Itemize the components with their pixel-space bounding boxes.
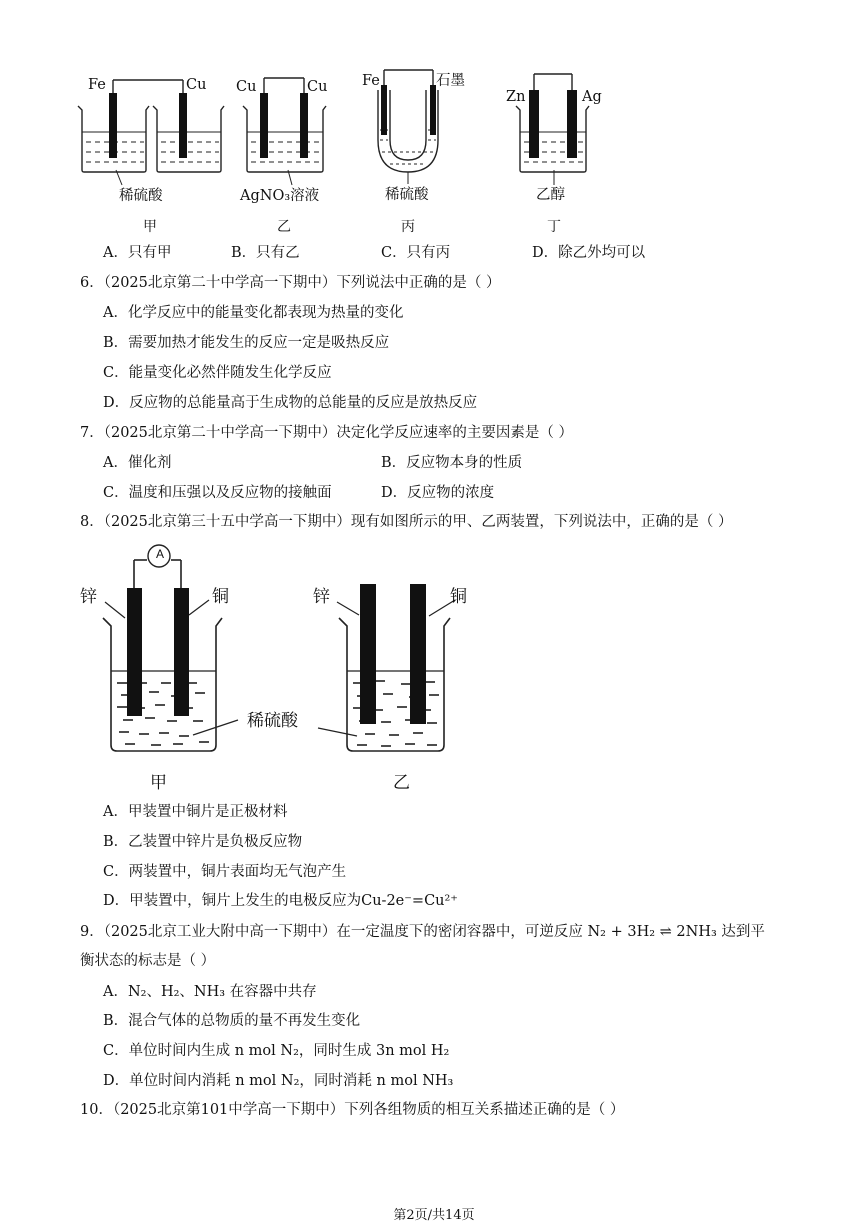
q6-stem: 6．（2025北京第二十中学高一下期中）下列说法中正确的是（ ） xyxy=(80,275,501,291)
diagram-jia xyxy=(78,80,224,185)
q5-option-b: B．只有乙 xyxy=(231,245,300,261)
q7-option-b: B．反应物本身的性质 xyxy=(381,455,523,471)
q8-label-jia: 甲 xyxy=(150,773,167,793)
q8-stem: 8．（2025北京第三十五中学高一下期中）现有如图所示的甲、乙两装置，下列说法中，正确的是（ ） xyxy=(80,514,733,530)
q8-figure xyxy=(75,540,495,790)
jia-zinc-label: 锌 xyxy=(80,587,97,607)
yi-left-electrode: Cu xyxy=(236,79,257,95)
acid-label: 稀硫酸 xyxy=(247,711,298,731)
q7-option-c: C．温度和压强以及反应物的接触面 xyxy=(103,485,332,501)
diagram-ding xyxy=(516,74,589,185)
ding-left-electrode: Zn xyxy=(506,89,526,105)
bing-left-electrode: Fe xyxy=(362,73,380,89)
q6-option-a: A．化学反应中的能量变化都表现为热量的变化 xyxy=(103,305,404,321)
q8-option-b: B．乙装置中锌片是负极反应物 xyxy=(103,834,303,850)
bing-solution: 稀硫酸 xyxy=(385,187,429,203)
q5-figure xyxy=(60,60,660,235)
page-number: 第2页/共14页 xyxy=(393,1208,475,1223)
q8-option-c: C．两装置中，铜片表面均无气泡产生 xyxy=(103,864,347,880)
jia-solution: 稀硫酸 xyxy=(119,188,163,204)
jia-right-electrode: Cu xyxy=(186,77,207,93)
q7-stem: 7．（2025北京第二十中学高一下期中）决定化学反应速率的主要因素是（ ） xyxy=(80,425,573,441)
q9-option-b: B．混合气体的总物质的量不再发生变化 xyxy=(103,1013,361,1029)
yi-label: 乙 xyxy=(277,219,291,235)
yi-solution: AgNO₃溶液 xyxy=(240,188,320,204)
q10-stem: 10．（2025北京第101中学高一下期中）下列各组物质的相互关系描述正确的是（ ） xyxy=(80,1102,625,1118)
q9-option-c: C．单位时间内生成 n mol N₂，同时生成 3n mol H₂ xyxy=(103,1043,450,1059)
q9-stem-line1: 9．（2025北京工业大附中高一下期中）在一定温度下的密闭容器中，可逆反应 N₂ + 3H₂ ⇌ 2NH₃ 达到平 xyxy=(80,924,765,940)
q9-stem-line2: 衡状态的标志是（ ） xyxy=(80,953,216,969)
jia-left-electrode: Fe xyxy=(88,77,106,93)
q7-option-a: A．催化剂 xyxy=(103,455,172,471)
yi-right-electrode: Cu xyxy=(307,79,328,95)
jia-copper-label: 铜 xyxy=(212,587,229,607)
q6-option-c: C．能量变化必然伴随发生化学反应 xyxy=(103,365,332,381)
ammeter-symbol: A xyxy=(155,547,164,561)
bing-label: 丙 xyxy=(401,219,415,235)
yi-zinc-label: 锌 xyxy=(313,587,330,607)
q5-option-d: D．除乙外均可以 xyxy=(532,245,646,261)
q8-option-a: A．甲装置中铜片是正极材料 xyxy=(103,804,288,820)
ding-label: 丁 xyxy=(547,219,561,235)
q9-option-a: A．N₂、H₂、NH₃ 在容器中共存 xyxy=(103,984,317,1000)
ding-solution: 乙醇 xyxy=(536,187,565,203)
q9-option-d: D．单位时间内消耗 n mol N₂，同时消耗 n mol NH₃ xyxy=(103,1073,454,1089)
yi-copper-label: 铜 xyxy=(450,587,467,607)
q6-option-b: B．需要加热才能发生的反应一定是吸热反应 xyxy=(103,335,390,351)
jia-label: 甲 xyxy=(143,219,157,235)
bing-right-electrode: 石墨 xyxy=(436,73,465,89)
q6-option-d: D．反应物的总能量高于生成物的总能量的反应是放热反应 xyxy=(103,395,478,411)
q5-option-a: A．只有甲 xyxy=(103,245,172,261)
ding-right-electrode: Ag xyxy=(582,89,602,105)
q8-label-yi: 乙 xyxy=(393,773,410,793)
q8-option-d: D．甲装置中，铜片上发生的电极反应为Cu-2e⁻=Cu²⁺ xyxy=(103,893,458,909)
q5-option-c: C．只有丙 xyxy=(381,245,451,261)
q7-option-d: D．反应物的浓度 xyxy=(381,485,495,501)
